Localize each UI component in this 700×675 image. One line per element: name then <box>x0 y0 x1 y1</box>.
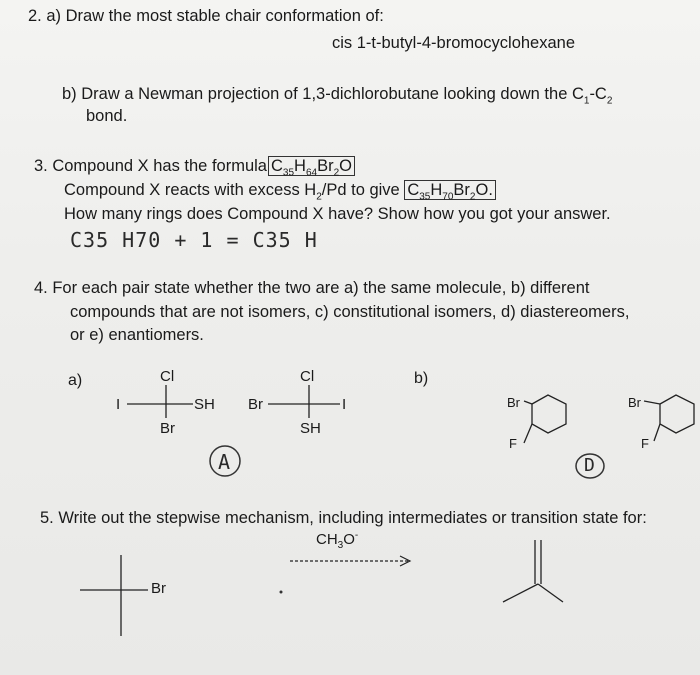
q3-line1-text: 3. Compound X has the formula <box>34 157 267 175</box>
ring2-f: F <box>641 436 649 451</box>
fischer-projection-1 <box>127 385 193 418</box>
f2-h: H <box>430 181 443 199</box>
reagent-sup: - <box>354 530 359 541</box>
f1-br: Br <box>317 157 334 175</box>
q2-a-compound: cis 1-t-butyl-4-bromocyclohexane <box>332 34 576 52</box>
cyclohexane-2 <box>644 395 694 441</box>
stray-mark <box>280 591 283 594</box>
q4-line3: or e) enantiomers. <box>70 326 204 344</box>
mol2-left: Br <box>248 396 263 413</box>
f2-h-sub: 70 <box>442 191 454 203</box>
reagent-sub: 3 <box>337 540 344 551</box>
f2-c-sub: 35 <box>419 191 431 203</box>
q4-part-b-label: b) <box>414 370 429 387</box>
reaction-arrow <box>290 556 410 566</box>
reagent-ch: CH <box>316 531 338 548</box>
ring1-br: Br <box>507 395 520 410</box>
substrate-structure <box>80 555 148 636</box>
q5-line1: 5. Write out the stepwise mechanism, including intermediates or transition state for: <box>40 509 647 527</box>
q3-handwritten-answer: C35 H70 + 1 = C35 H <box>70 228 318 252</box>
cyclohexane-1 <box>524 395 566 443</box>
f1-h: H <box>294 157 306 175</box>
q3-line2-text: Compound X reacts with excess H <box>64 181 317 199</box>
substrate-br: Br <box>151 580 166 597</box>
f1-c: C <box>270 157 283 175</box>
f2-c: C <box>407 181 420 199</box>
reagent-o: O <box>343 531 355 548</box>
q3-line2-mid: /Pd to give <box>321 181 400 199</box>
f2-o: O. <box>475 181 493 199</box>
q3-h2-sub: 2 <box>316 191 322 203</box>
q4-line2: compounds that are not isomers, c) constitutional isomers, d) diastereomers, <box>70 303 630 321</box>
mol1-left: I <box>116 396 121 413</box>
fischer-projection-2 <box>268 385 340 418</box>
mol2-top: Cl <box>300 368 315 385</box>
f1-c-sub: 35 <box>282 167 295 179</box>
answer-a-circle <box>210 446 240 476</box>
mol2-bottom: SH <box>300 420 321 437</box>
ring1-f: F <box>509 436 517 451</box>
f2-br-sub: 2 <box>469 191 476 203</box>
q2-b-line2: bond. <box>86 107 128 125</box>
ring2-br: Br <box>628 395 641 410</box>
q2-a-line: 2. a) Draw the most stable chair conformation of: <box>28 7 384 25</box>
product-structure <box>503 540 563 602</box>
mol1-bottom: Br <box>160 420 175 437</box>
f2-br: Br <box>453 181 470 199</box>
q2-b-sub1: 1 <box>583 95 590 107</box>
answer-b-circle <box>576 454 604 478</box>
q4-part-a-label: a) <box>68 372 83 389</box>
mol2-right: I <box>342 396 347 413</box>
mol1-right: SH <box>194 396 215 413</box>
q2-b-sub2: 2 <box>606 95 613 107</box>
answer-b-circled: D <box>584 455 596 476</box>
mol1-top: Cl <box>160 368 175 385</box>
q2-b-dash: -C <box>589 85 607 103</box>
f1-h-sub: 64 <box>305 167 318 179</box>
f1-br-sub: 2 <box>333 167 340 179</box>
q2-b-text: b) Draw a Newman projection of 1,3-dichlorobutane looking down the C <box>62 85 584 103</box>
q3-line3: How many rings does Compound X have? Show how you got your answer. <box>64 205 611 223</box>
f1-o: O <box>339 157 352 175</box>
q4-line1: 4. For each pair state whether the two are a) the same molecule, b) different <box>34 279 590 297</box>
answer-a-circled: A <box>218 450 232 474</box>
